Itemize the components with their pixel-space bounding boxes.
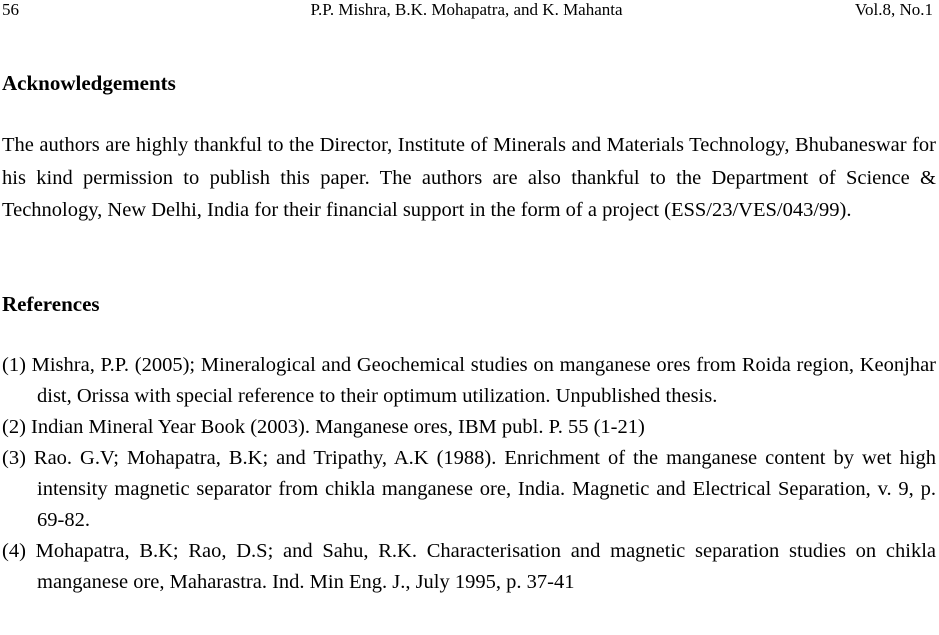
reference-item-1 — [2, 350, 936, 412]
acknowledgements-heading: Acknowledgements — [2, 71, 176, 95]
references-heading: References — [2, 292, 100, 316]
reference-text: Indian Mineral Year Book (2003). Manganese ores, IBM publ. P. 55 (1-21) — [31, 416, 645, 438]
reference-number: (3) — [2, 447, 26, 469]
page-number: 56 — [2, 0, 19, 19]
reference-list — [2, 350, 936, 598]
reference-text: Mishra, P.P. (2005); Mineralogical and Geochemical studies on manganese ores from Roida region, Keonjhar dist, Orissa with special reference to their optimum utilization. Unpublished thesis. — [31, 354, 936, 407]
reference-number: (4) — [2, 540, 26, 562]
header-authors: P.P. Mishra, B.K. Mohapatra, and K. Mahanta — [310, 0, 623, 19]
reference-item-4 — [2, 536, 936, 598]
reference-item-3 — [2, 443, 936, 536]
running-header — [0, 0, 933, 22]
reference-text: Rao. G.V; Mohapatra, B.K; and Tripathy, A.K (1988). Enrichment of the manganese content by wet high intensity magnetic separator from chikla manganese ore, India. Magnetic and Electrical Separation, v. 9, p. 69-82. — [33, 447, 936, 531]
reference-number: (2) — [2, 416, 26, 438]
reference-text: Mohapatra, B.K; Rao, D.S; and Sahu, R.K. Characterisation and magnetic separation studies on chikla manganese ore, Maharastra. Ind. Min Eng. J., July 1995, p. 37-41 — [35, 540, 937, 593]
reference-number: (1) — [2, 354, 26, 376]
acknowledgements-text: The authors are highly thankful to the Director, Institute of Minerals and Materials Technology, Bhubaneswar for his kind permission to publish this paper. The authors are also thankful to the Department of Science & Technology, New Delhi, India for their financial support in the form of a project (ESS/23/VES/043/99). — [2, 134, 936, 221]
header-volume: Vol.8, No.1 — [854, 0, 933, 19]
reference-item-2 — [2, 412, 936, 443]
